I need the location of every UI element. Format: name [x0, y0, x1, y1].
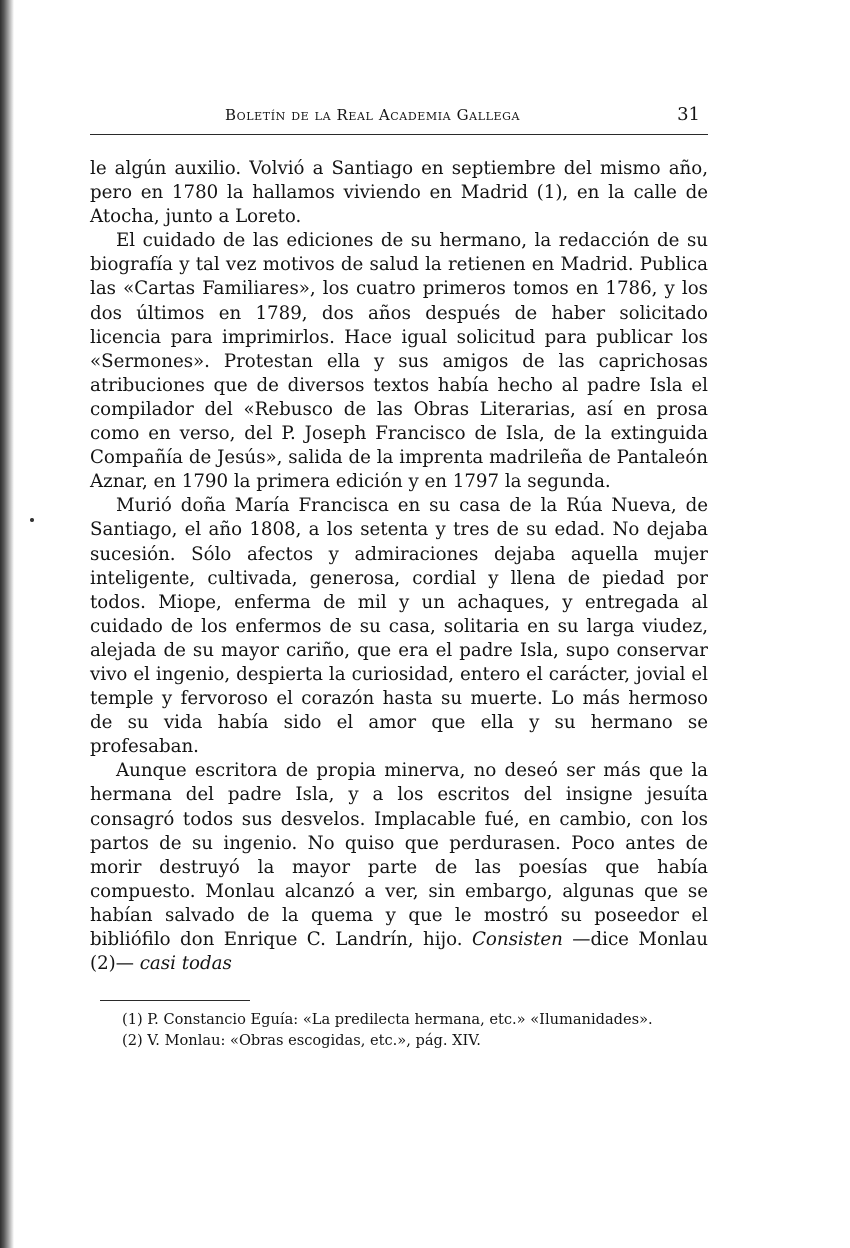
italic-casi-todas: casi todas — [139, 953, 232, 975]
footnote-1: (1) P. Constancio Eguía: «La predilecta hermana, etc.» «Ilumanidades». — [122, 1011, 653, 1029]
paragraph-2: El cuidado de las ediciones de su hermano, la redacción de su biografía y tal vez motivos de salud la retienen en Madrid. Publica las «Cartas Familiares», los cuatro primeros tomos en 1786, y los dos últimos en 1789, dos años después de haber solicitado licencia para imprimirlos. Hace igual solicitud para publicar los «Sermones». Protestan ella y sus amigos de las caprichosas atribuciones que de diversos textos había hecho al padre Isla el compilador del «Rebusco de las Obras Literarias, así en prosa como en verso, del P. Joseph Francisco de Isla, de la extinguida Compañía de Jesús», salida de la imprenta madrileña de Pantaleón Aznar, en 1790 la primera edición y en 1797 la segunda. — [90, 230, 708, 493]
paragraph-4 — [90, 759, 708, 976]
page-binding-edge — [0, 0, 14, 1248]
stray-ink-mark — [30, 518, 34, 522]
body-text — [90, 157, 708, 976]
monlau-aside: —dice Monlau (2)— — [90, 929, 708, 975]
running-title: Boletín de la Real Academia Gallega — [225, 106, 521, 124]
book-page — [90, 100, 708, 1051]
footnote-2: (2) V. Monlau: «Obras escogidas, etc.», pág. XIV. — [122, 1032, 481, 1050]
paragraph-4-text: Aunque escritora de propia minerva, no deseó ser más que la hermana del padre Isla, y a los escritos del insigne jesuíta consagró todos sus desvelos. Implacable fué, en cambio, con los partos de su ingenio. No quiso que perdurasen. Poco antes de morir destruyó la mayor parte de las poesías que había compuesto. Monlau alcanzó a ver, sin embargo, algunas que se habían salvado de la quema y que le mostró su poseedor el bibliófilo don Enrique C. Landrín, hijo. — [90, 760, 708, 950]
paragraph-1: le algún auxilio. Volvió a Santiago en septiembre del mismo año, pero en 1780 la hallamos viviendo en Madrid (1), en la calle de Atocha, junto a Loreto. — [90, 158, 708, 228]
footnotes — [90, 1009, 708, 1051]
page-number: 31 — [677, 104, 700, 125]
italic-consisten: Consisten — [472, 929, 563, 950]
footnote-rule — [100, 1000, 250, 1001]
running-head — [90, 100, 708, 135]
paragraph-3: Murió doña María Francisca en su casa de la Rúa Nueva, de Santiago, el año 1808, a los setenta y tres de su edad. No dejaba sucesión. Sólo afectos y admiraciones dejaba aquella mujer inteligente, cultivada, generosa, cordial y llena de piedad por todos. Miope, enferma de mil y un achaques, y entregada al cuidado de los enfermos de su casa, solitaria en su larga viudez, alejada de su mayor cariño, que era el padre Isla, supo conservar vivo el ingenio, despierta la curiosidad, entero el carácter, jovial el temple y fervoroso el corazón hasta su muerte. Lo más hermoso de su vida había sido el amor que ella y su hermano se profesaban. — [90, 495, 708, 758]
